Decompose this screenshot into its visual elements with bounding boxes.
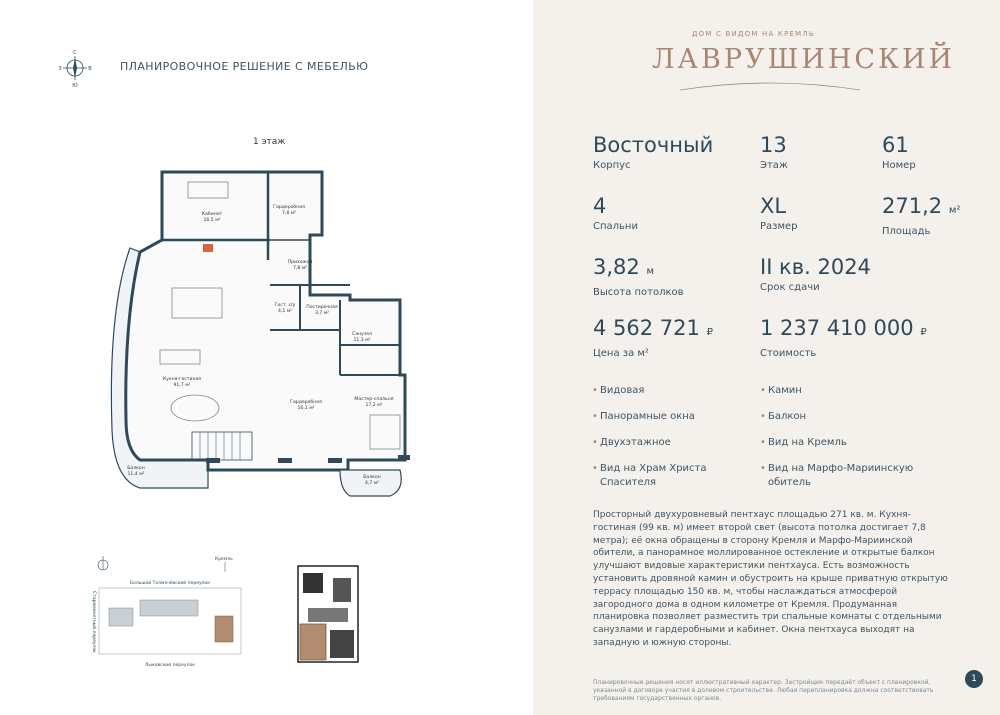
stat-price-sqm-unit: ₽ <box>706 327 713 338</box>
stat-price-sqm-value: 4 562 721 <box>593 316 700 340</box>
stat-ceiling <box>593 255 684 298</box>
room-area: 16,1 м² <box>297 406 315 411</box>
room-name: Балкон <box>127 466 145 471</box>
room-area: 11,4 м² <box>127 472 145 477</box>
stat-size-value: XL <box>760 194 787 218</box>
stat-bedrooms <box>593 194 638 232</box>
brand-logo: ЛАВРУШИНСКИЙ <box>652 44 956 75</box>
room-area: 3,7 м² <box>314 311 330 316</box>
stat-area-value: 271,2 <box>882 194 943 218</box>
room-area: 7,8 м² <box>292 266 308 271</box>
feature-label: Балкон <box>768 411 807 422</box>
feature-label: Двухэтажное <box>600 437 671 448</box>
compass-north: С <box>73 50 77 56</box>
bullet-icon: • <box>592 411 598 422</box>
key-plan <box>288 558 368 668</box>
feature-label: Вид на Кремль <box>768 437 847 448</box>
room-name: Балкон <box>363 475 381 480</box>
room-area: 4,1 м² <box>277 309 293 314</box>
feature-item <box>592 462 730 490</box>
stat-ceiling-value: 3,82 <box>593 255 640 279</box>
room-area: 7,8 м² <box>281 211 297 216</box>
stat-bedrooms-value: 4 <box>593 194 607 218</box>
room-area: 91,7 м² <box>173 383 191 388</box>
page-number: 1 <box>965 670 983 688</box>
stat-number-value: 61 <box>882 133 909 157</box>
stat-delivery <box>760 255 871 293</box>
feature-label: Видовая <box>600 385 645 396</box>
stat-number <box>882 133 916 171</box>
bullet-icon: • <box>592 437 598 448</box>
room-name: Санузел <box>352 332 372 337</box>
street-bottom: Лыковский переулок <box>145 663 195 668</box>
stat-size-label: Размер <box>760 221 798 232</box>
feature-item <box>760 462 938 490</box>
feature-label: Камин <box>768 385 802 396</box>
room-name: Гардеробная <box>290 400 322 405</box>
stat-building-label: Корпус <box>593 160 631 171</box>
room-area: 11,3 м² <box>353 338 371 343</box>
stat-floor-value: 13 <box>760 133 787 157</box>
compass-west: З <box>58 66 62 72</box>
stat-area-label: Площадь <box>882 226 931 237</box>
room-area: 4,7 м² <box>364 481 380 486</box>
bullet-icon: • <box>592 385 598 396</box>
room-name: Прихожая <box>287 260 313 265</box>
compass-icon <box>58 48 92 88</box>
stat-floor-label: Этаж <box>760 160 788 171</box>
feature-item <box>592 410 695 424</box>
feature-label: Вид на Марфо-Мариинскую обитель <box>768 463 914 488</box>
stat-building <box>593 133 713 171</box>
stat-delivery-label: Срок сдачи <box>760 282 820 293</box>
room-name: Гост. с/у <box>274 303 296 308</box>
stat-building-value: Восточный <box>593 133 714 157</box>
bullet-icon: • <box>760 437 766 448</box>
stat-price <box>760 316 927 359</box>
stat-size <box>760 194 798 232</box>
stat-price-unit: ₽ <box>920 327 927 338</box>
feature-item <box>760 384 802 398</box>
description: Просторный двухуровневый пентхаус площадью 271 кв. м. Кухня-гостиная (99 кв. м) имеет второй свет (высота потолка достигает 7,8 метра); её окна обращены в сторону Кремля и Марфо-Мариинской обители, а панорамное моллированное остекление и открытые балкон улучшают видовые характеристики пентхауса. Есть возможность установить дровяной камин и обустроить на крыше приватную открытую террасу площадью 150 кв. м, чтобы наслаждаться атмосферой загородного дома в одном километре от Кремля. Продуманная планировка позволяет разместить три спальные комнаты с отдельными санузлами и гардеробными и кабинет. Окна пентхауса выходят на западную и южную стороны. <box>593 510 948 648</box>
bullet-icon: • <box>592 463 598 474</box>
stat-price-sqm <box>593 316 713 359</box>
feature-item <box>592 436 671 450</box>
stat-price-label: Стоимость <box>760 348 817 359</box>
room-area: 17,2 м² <box>365 403 383 408</box>
site-map <box>85 552 255 672</box>
room-name: Кабинет <box>201 212 223 217</box>
compass-south: Ю <box>72 83 78 88</box>
room-name: Гардеробная <box>273 205 305 210</box>
bullet-icon: • <box>760 463 766 474</box>
bullet-icon: • <box>760 385 766 396</box>
feature-label: Вид на Храм Христа Спасителя <box>600 463 707 488</box>
disclaimer: Планировочные решения носят иллюстративный характер. Застройщик передаёт объект с планировкой, указанной в договоре участия в долевом строительстве. Любая перепланировка должна соответствовать требованиям государственных органов. <box>593 679 934 702</box>
logo-swash-icon <box>660 78 880 98</box>
bullet-icon: • <box>760 411 766 422</box>
stat-floor <box>760 133 788 171</box>
room-name: Кухня-гостиная <box>162 377 202 382</box>
feature-label: Панорамные окна <box>600 411 695 422</box>
street-left: Старомонетный переулок <box>91 591 96 653</box>
street-top: Большой Толмачёвский переулок <box>129 581 211 586</box>
stat-bedrooms-label: Спальни <box>593 221 638 232</box>
stat-number-label: Номер <box>882 160 916 171</box>
kremlin-label: Кремль <box>215 557 233 562</box>
stat-area-unit: м² <box>948 205 961 216</box>
compass-east: В <box>88 66 92 72</box>
floor-label: 1 этаж <box>253 137 286 147</box>
room-area: 16,5 м² <box>203 218 221 223</box>
stat-price-value: 1 237 410 000 <box>760 316 914 340</box>
stat-area <box>882 194 960 237</box>
feature-item <box>760 410 807 424</box>
stat-ceiling-label: Высота потолков <box>593 287 684 298</box>
room-name: Мастер-спальня <box>354 397 394 402</box>
page-heading: ПЛАНИРОВОЧНОЕ РЕШЕНИЕ С МЕБЕЛЬЮ <box>120 60 369 73</box>
stat-ceiling-unit: м <box>646 266 654 277</box>
stat-price-sqm-label: Цена за м² <box>593 348 649 359</box>
brand-subtitle: ДОМ С ВИДОМ НА КРЕМЛЬ <box>692 30 815 38</box>
floor-plan <box>100 160 440 500</box>
feature-item <box>592 384 645 398</box>
room-name: Постирочная <box>306 305 338 310</box>
stat-delivery-value: II кв. 2024 <box>760 255 871 279</box>
feature-item <box>760 436 847 450</box>
